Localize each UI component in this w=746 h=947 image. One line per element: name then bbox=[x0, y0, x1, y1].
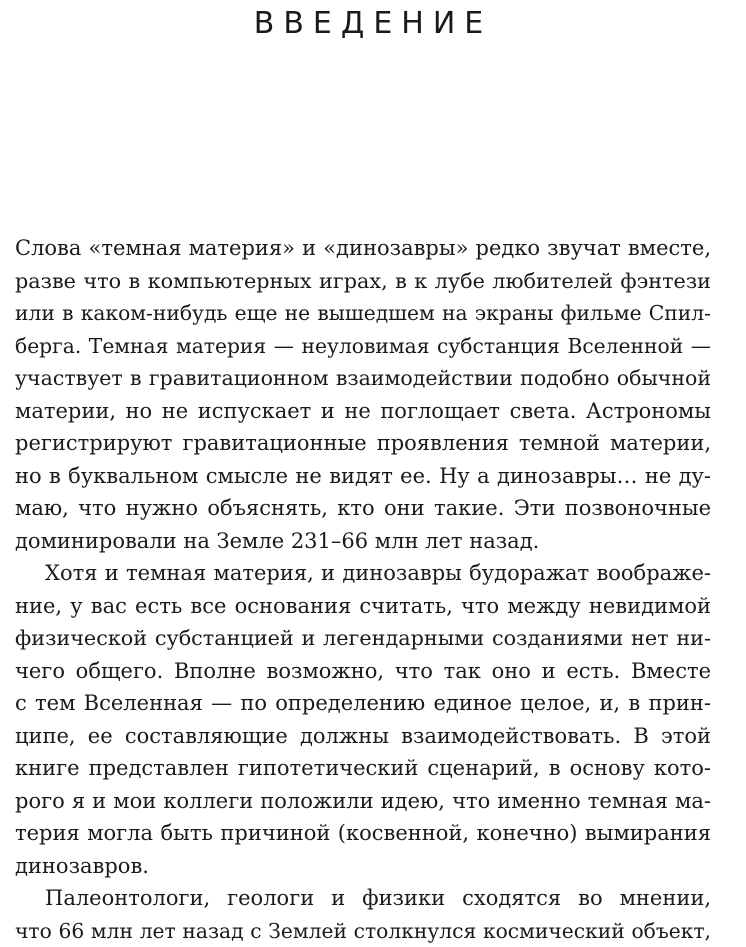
text-line: Слова «темная материя» и «динозавры» редко звучат вместе, bbox=[15, 236, 711, 260]
text-line: что 66 млн лет назад с Землей столкнулся космический объект, bbox=[15, 918, 711, 943]
text-line: с тем Вселенная — по определению единое целое, и, в прин- bbox=[15, 691, 711, 715]
chapter-title: ВВЕДЕНИЕ bbox=[253, 6, 493, 41]
paragraph-1 bbox=[15, 232, 711, 557]
text-line: чего общего. Вполне возможно, что так оно и есть. Вместе bbox=[15, 658, 711, 683]
paragraph-3 bbox=[15, 882, 711, 947]
text-line: динозавров. bbox=[15, 853, 149, 878]
text-line: регистрируют гравитационные проявления темной материи, bbox=[15, 431, 711, 455]
paragraph-2 bbox=[15, 557, 711, 882]
text-line: доминировали на Земле 231–66 млн лет назад. bbox=[15, 528, 540, 553]
text-line: берга. Темная материя — неуловимая субстанция Вселенной — bbox=[15, 333, 711, 358]
text-line: ние, у вас есть все основания считать, что между невидимой bbox=[15, 593, 711, 618]
text-line: маю, что нужно объяснять, кто они такие. Эти позвоночные bbox=[15, 496, 711, 520]
body-text bbox=[15, 232, 711, 947]
text-line: Палеонтологи, геологи и физики сходятся во мнении, bbox=[45, 886, 711, 910]
text-line: ципе, ее составляющие должны взаимодействовать. В этой bbox=[15, 723, 711, 748]
text-line: книге представлен гипотетический сценарий, в основу кото- bbox=[15, 756, 711, 780]
text-line: участвует в гравитационном взаимодействии подобно обычной bbox=[15, 366, 711, 390]
text-line: физической субстанцией и легендарными созданиями нет ни- bbox=[15, 626, 711, 650]
text-line: но в буквальном смысле не видят ее. Ну а динозавры… не ду- bbox=[15, 463, 711, 488]
text-line: разве что в компьютерных играх, в к лубе любителей фэнтези bbox=[15, 268, 711, 293]
text-line: материи, но не испускает и не поглощает света. Астрономы bbox=[15, 398, 711, 423]
text-line: или в каком-нибудь еще не вышедшем на экраны фильме Спил- bbox=[15, 301, 711, 325]
text-line: Хотя и темная материя, и динозавры будоражат воображе- bbox=[45, 561, 711, 585]
text-line: терия могла быть причиной (косвенной, конечно) вымирания bbox=[15, 821, 711, 845]
text-line: рого я и мои коллеги положили идею, что именно темная ма- bbox=[15, 788, 711, 813]
